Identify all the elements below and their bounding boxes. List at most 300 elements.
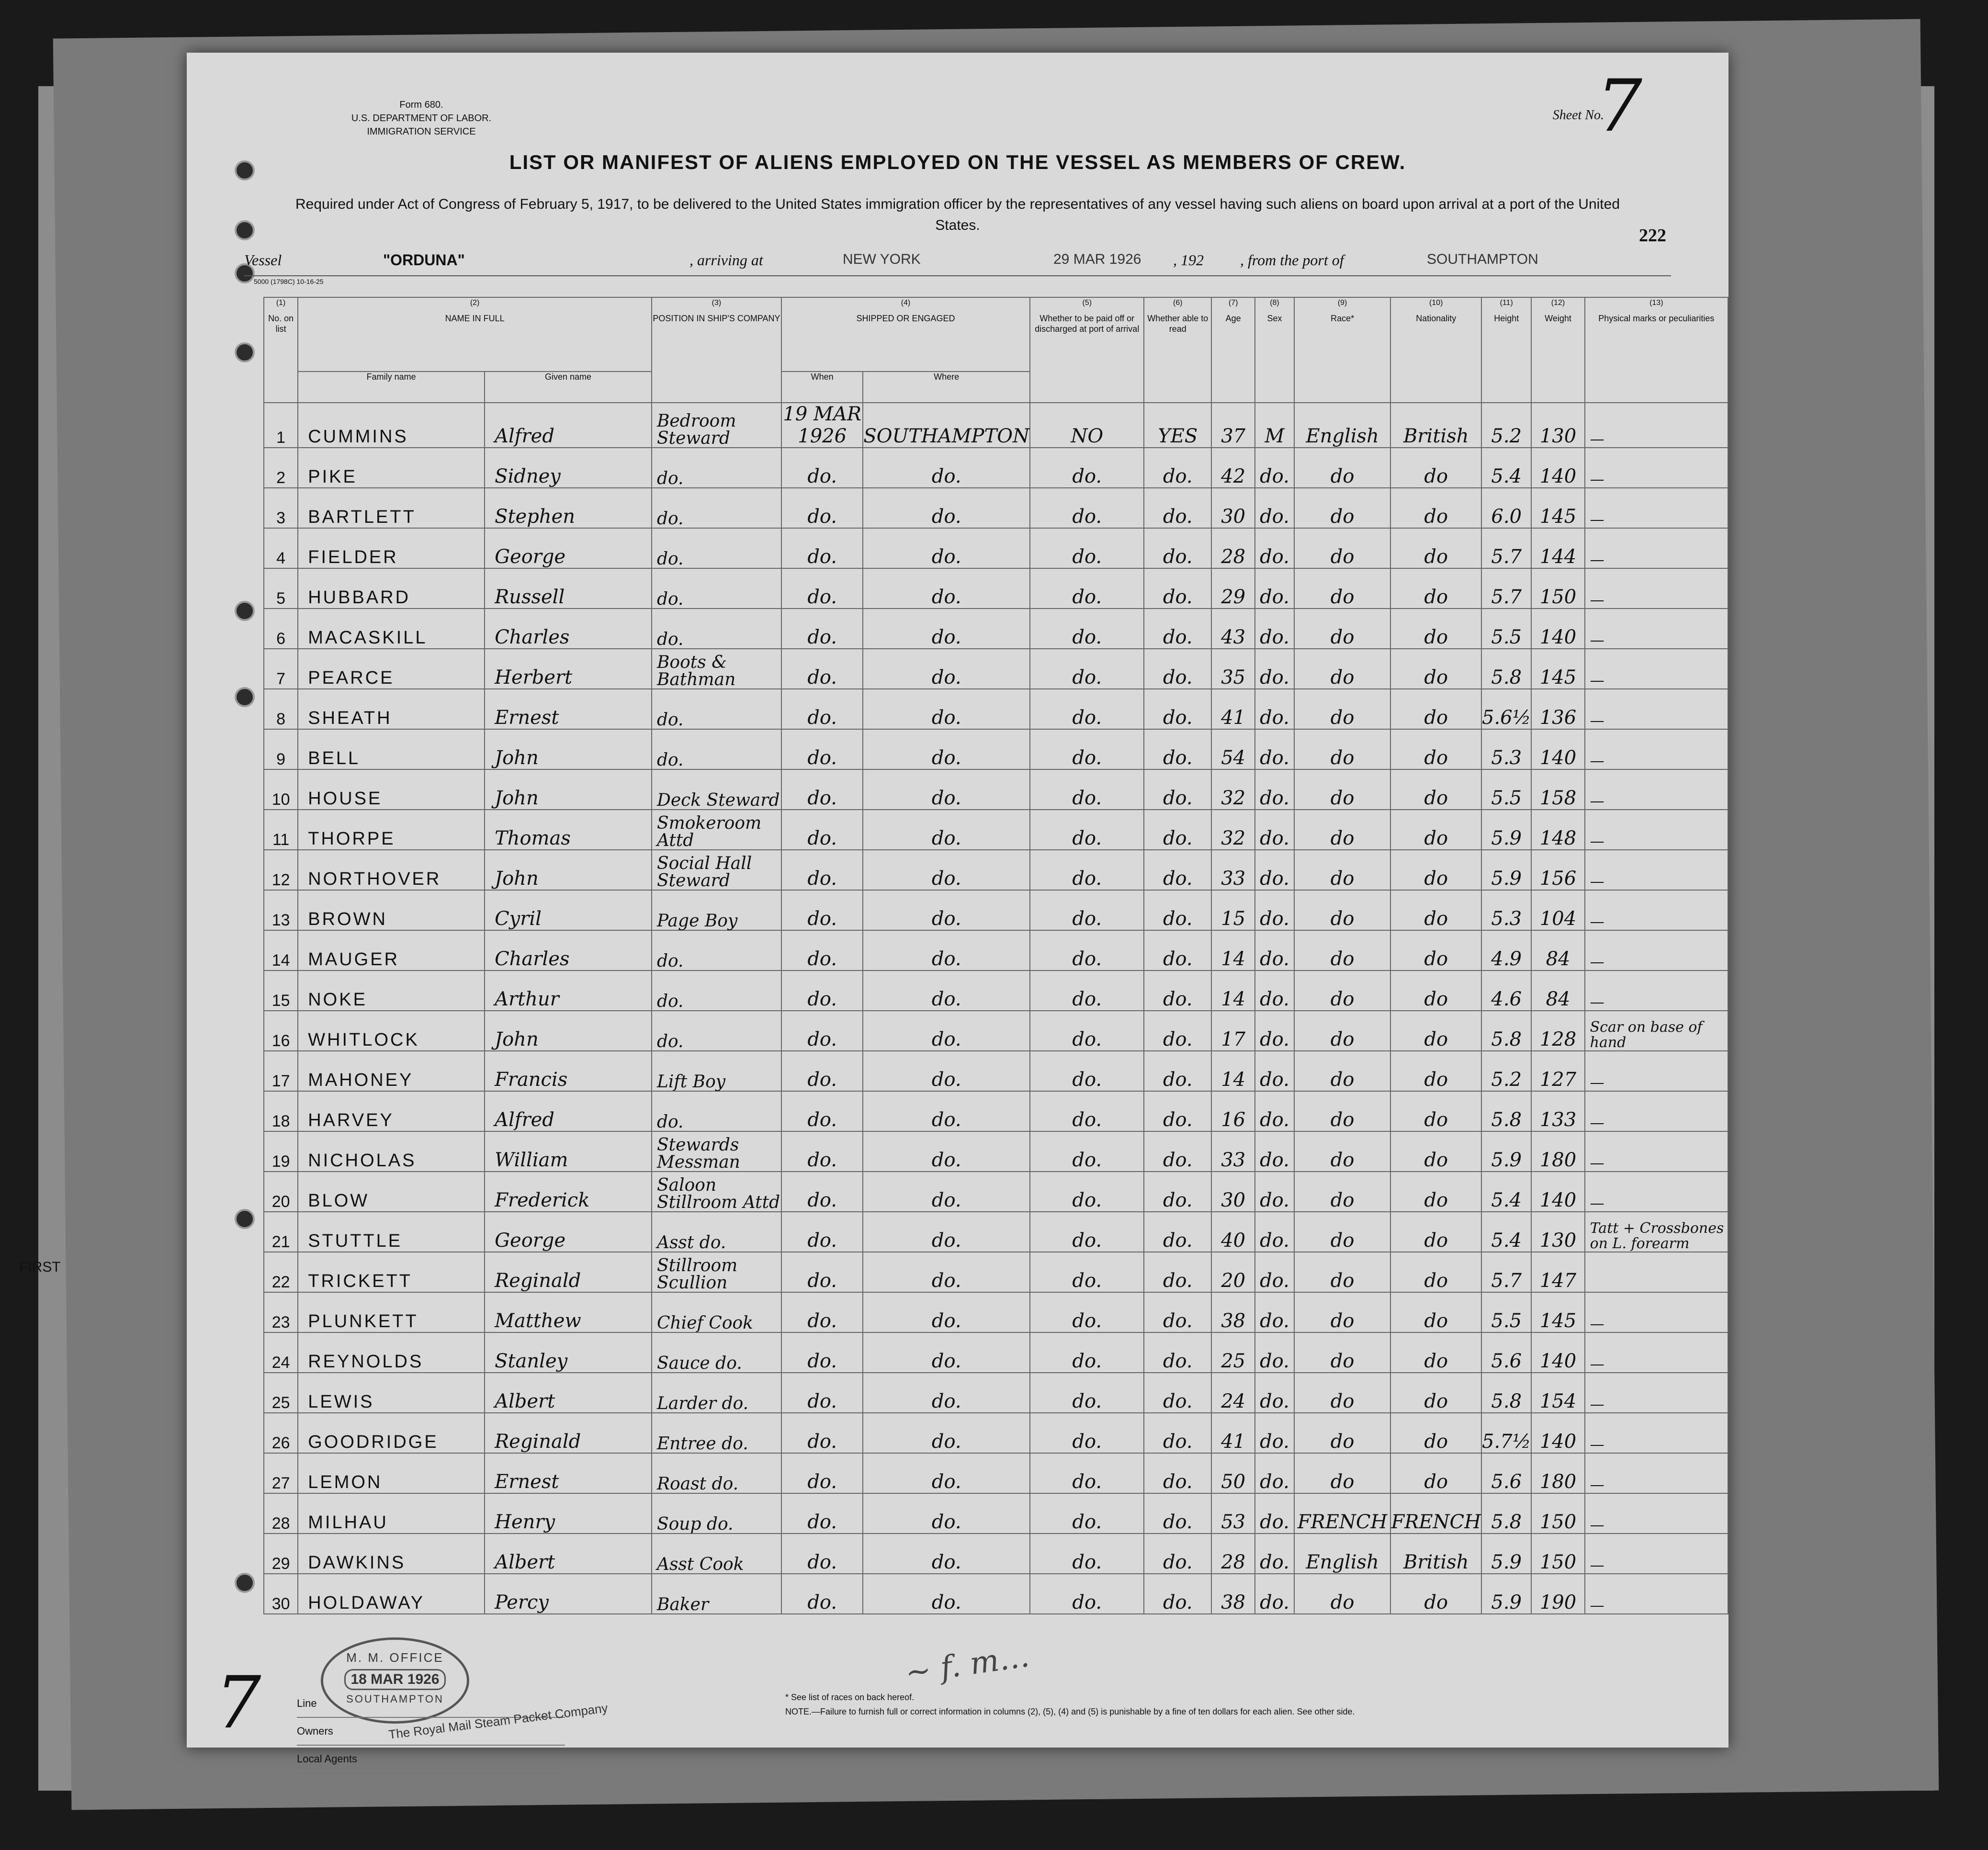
- able-to-read-cell: do.: [1144, 1051, 1211, 1091]
- paid-off-cell: do.: [1030, 1212, 1144, 1252]
- given-name-cell: Ernest: [485, 689, 652, 729]
- sex-cell: do.: [1255, 890, 1294, 930]
- paid-off-cell: do.: [1030, 1051, 1144, 1091]
- punch-hole: [235, 220, 255, 240]
- given-name-cell: Charles: [485, 609, 652, 649]
- family-name-cell: LEWIS: [298, 1373, 485, 1413]
- table-row: [264, 403, 1728, 448]
- given-name-cell: Alfred: [485, 1091, 652, 1131]
- paid-off-cell: do.: [1030, 689, 1144, 729]
- paid-off-cell: do.: [1030, 1574, 1144, 1614]
- physical-marks-cell: —: [1585, 403, 1728, 448]
- shipped-where-cell: do.: [863, 850, 1030, 890]
- shipped-when-cell: do.: [781, 568, 863, 609]
- age-cell: 40: [1211, 1212, 1255, 1252]
- weight-cell: 180: [1531, 1453, 1584, 1493]
- shipped-where-cell: do.: [863, 568, 1030, 609]
- from-label: , from the port of: [1240, 251, 1344, 269]
- weight-cell: 150: [1531, 1493, 1584, 1534]
- position-cell: Stillroom Scullion: [652, 1252, 781, 1292]
- department: U.S. DEPARTMENT OF LABOR.: [351, 113, 492, 124]
- table-row: [264, 1252, 1728, 1292]
- nationality-cell: do: [1390, 1453, 1481, 1493]
- given-name-cell: Alfred: [485, 403, 652, 448]
- row-number-cell: 11: [264, 810, 298, 850]
- able-to-read-cell: do.: [1144, 1534, 1211, 1574]
- height-cell: 5.9: [1481, 810, 1531, 850]
- paid-off-cell: do.: [1030, 890, 1144, 930]
- given-name-cell: John: [485, 1011, 652, 1051]
- nationality-cell: do: [1390, 729, 1481, 769]
- table-row: [264, 1011, 1728, 1051]
- family-name-cell: BROWN: [298, 890, 485, 930]
- shipped-where-cell: do.: [863, 689, 1030, 729]
- paid-off-cell: do.: [1030, 1091, 1144, 1131]
- race-cell: do: [1294, 1373, 1391, 1413]
- sex-cell: do.: [1255, 1413, 1294, 1453]
- paid-off-cell: do.: [1030, 1172, 1144, 1212]
- family-name-cell: PLUNKETT: [298, 1292, 485, 1332]
- stamp-bottom: SOUTHAMPTON: [346, 1693, 444, 1705]
- age-cell: 25: [1211, 1332, 1255, 1373]
- nationality-cell: do: [1390, 689, 1481, 729]
- shipped-where-cell: do.: [863, 930, 1030, 970]
- family-name-cell: LEMON: [298, 1453, 485, 1493]
- sex-cell: do.: [1255, 568, 1294, 609]
- position-cell: Social Hall Steward: [652, 850, 781, 890]
- col-header-paid-off: (5) Whether to be paid off or discharged at port of arrival: [1030, 297, 1144, 403]
- paid-off-cell: do.: [1030, 568, 1144, 609]
- family-name-cell: THORPE: [298, 810, 485, 850]
- able-to-read-cell: do.: [1144, 970, 1211, 1011]
- age-cell: 33: [1211, 1131, 1255, 1172]
- nationality-cell: do: [1390, 970, 1481, 1011]
- document-title: LIST OR MANIFEST OF ALIENS EMPLOYED ON THE VESSEL AS MEMBERS OF CREW.: [509, 151, 1406, 173]
- race-cell: do: [1294, 810, 1391, 850]
- paid-off-cell: do.: [1030, 1534, 1144, 1574]
- family-name-cell: MAUGER: [298, 930, 485, 970]
- position-cell: Asst Cook: [652, 1534, 781, 1574]
- age-cell: 28: [1211, 528, 1255, 568]
- nationality-cell: do: [1390, 1373, 1481, 1413]
- height-cell: 5.7½: [1481, 1413, 1531, 1453]
- col-header-nationality: (10) Nationality: [1390, 297, 1481, 403]
- given-name-cell: Arthur: [485, 970, 652, 1011]
- shipped-when-cell: do.: [781, 528, 863, 568]
- weight-cell: 104: [1531, 890, 1584, 930]
- paid-off-cell: do.: [1030, 1332, 1144, 1373]
- physical-marks-cell: Tatt + Crossbones on L. forearm: [1585, 1212, 1728, 1252]
- given-name-cell: John: [485, 850, 652, 890]
- age-cell: 35: [1211, 649, 1255, 689]
- able-to-read-cell: do.: [1144, 850, 1211, 890]
- family-name-cell: REYNOLDS: [298, 1332, 485, 1373]
- given-name-cell: George: [485, 1212, 652, 1252]
- race-cell: do: [1294, 890, 1391, 930]
- weight-cell: 140: [1531, 448, 1584, 488]
- able-to-read-cell: do.: [1144, 1172, 1211, 1212]
- table-row: [264, 1373, 1728, 1413]
- row-number-cell: 28: [264, 1493, 298, 1534]
- race-cell: English: [1294, 403, 1391, 448]
- col-header-shipped: (4) SHIPPED OR ENGAGED: [781, 297, 1030, 372]
- table-row: [264, 1574, 1728, 1614]
- nationality-cell: do: [1390, 1011, 1481, 1051]
- sex-cell: do.: [1255, 769, 1294, 810]
- agents-label: Local Agents: [297, 1746, 565, 1773]
- shipped-when-cell: do.: [781, 1252, 863, 1292]
- company-stamp: The Royal Mail Steam Packet Company: [387, 1701, 609, 1742]
- family-name-cell: NOKE: [298, 970, 485, 1011]
- nationality-cell: do: [1390, 568, 1481, 609]
- weight-cell: 84: [1531, 970, 1584, 1011]
- paid-off-cell: do.: [1030, 1373, 1144, 1413]
- height-cell: 5.9: [1481, 1131, 1531, 1172]
- family-name-cell: TRICKETT: [298, 1252, 485, 1292]
- row-number-cell: 8: [264, 689, 298, 729]
- family-name-cell: HOUSE: [298, 769, 485, 810]
- paid-off-cell: do.: [1030, 850, 1144, 890]
- row-number-cell: 4: [264, 528, 298, 568]
- sex-cell: do.: [1255, 810, 1294, 850]
- table-row: [264, 1131, 1728, 1172]
- race-cell: do: [1294, 769, 1391, 810]
- nationality-cell: FRENCH: [1390, 1493, 1481, 1534]
- sex-cell: do.: [1255, 1453, 1294, 1493]
- position-cell: Asst do.: [652, 1212, 781, 1252]
- shipped-where-cell: do.: [863, 769, 1030, 810]
- age-cell: 17: [1211, 1011, 1255, 1051]
- able-to-read-cell: do.: [1144, 1332, 1211, 1373]
- row-number-cell: 1: [264, 403, 298, 448]
- table-row: [264, 769, 1728, 810]
- row-number-cell: 7: [264, 649, 298, 689]
- family-name-cell: FIELDER: [298, 528, 485, 568]
- col-header-weight: (12) Weight: [1531, 297, 1584, 403]
- line-label: Line: [297, 1690, 565, 1718]
- position-cell: do.: [652, 488, 781, 528]
- physical-marks-cell: —: [1585, 1051, 1728, 1091]
- shipped-where-cell: do.: [863, 810, 1030, 850]
- weight-cell: 158: [1531, 769, 1584, 810]
- shipped-where-cell: do.: [863, 1534, 1030, 1574]
- shipped-when-cell: do.: [781, 1172, 863, 1212]
- race-cell: do: [1294, 729, 1391, 769]
- paid-off-cell: do.: [1030, 488, 1144, 528]
- paid-off-cell: do.: [1030, 930, 1144, 970]
- able-to-read-cell: do.: [1144, 810, 1211, 850]
- nationality-cell: do: [1390, 1212, 1481, 1252]
- row-number-cell: 5: [264, 568, 298, 609]
- sex-cell: do.: [1255, 1212, 1294, 1252]
- position-cell: do.: [652, 609, 781, 649]
- shipped-where-cell: do.: [863, 448, 1030, 488]
- shipped-when-cell: do.: [781, 1413, 863, 1453]
- footnote-races: * See list of races on back hereof.: [785, 1692, 915, 1702]
- height-cell: 5.6: [1481, 1453, 1531, 1493]
- shipped-when-cell: do.: [781, 1212, 863, 1252]
- paid-off-cell: do.: [1030, 810, 1144, 850]
- age-cell: 43: [1211, 609, 1255, 649]
- weight-cell: 136: [1531, 689, 1584, 729]
- height-cell: 5.7: [1481, 568, 1531, 609]
- shipped-where-cell: do.: [863, 1252, 1030, 1292]
- nationality-cell: do: [1390, 609, 1481, 649]
- punch-hole: [235, 601, 255, 621]
- nationality-cell: do: [1390, 930, 1481, 970]
- vessel-name: "ORDUNA": [383, 251, 465, 269]
- sex-cell: do.: [1255, 609, 1294, 649]
- shipped-when-cell: do.: [781, 1011, 863, 1051]
- able-to-read-cell: do.: [1144, 1292, 1211, 1332]
- physical-marks-cell: —: [1585, 810, 1728, 850]
- paid-off-cell: do.: [1030, 1292, 1144, 1332]
- footnote-penalty: NOTE.—Failure to furnish full or correct information in columns (2), (5), (4) and (5) is punishable by a fine of ten dollars for each alien. See other side.: [785, 1707, 1355, 1716]
- weight-cell: 140: [1531, 1413, 1584, 1453]
- position-cell: do.: [652, 930, 781, 970]
- row-number-cell: 21: [264, 1212, 298, 1252]
- row-number-cell: 3: [264, 488, 298, 528]
- paid-off-cell: do.: [1030, 448, 1144, 488]
- shipped-when-cell: do.: [781, 448, 863, 488]
- weight-cell: 156: [1531, 850, 1584, 890]
- paid-off-cell: do.: [1030, 1011, 1144, 1051]
- form-code: 5000 (1798C) 10-16-25: [254, 278, 324, 285]
- able-to-read-cell: do.: [1144, 1373, 1211, 1413]
- physical-marks-cell: [1585, 1252, 1728, 1292]
- race-cell: do: [1294, 850, 1391, 890]
- sex-cell: do.: [1255, 528, 1294, 568]
- col-header-name: (2) NAME IN FULL: [298, 297, 652, 372]
- physical-marks-cell: —: [1585, 850, 1728, 890]
- vessel-line: [244, 247, 1671, 276]
- row-number-cell: 18: [264, 1091, 298, 1131]
- sheet-number: 7: [1596, 65, 1642, 148]
- race-cell: do: [1294, 448, 1391, 488]
- race-cell: do: [1294, 930, 1391, 970]
- table-row: [264, 649, 1728, 689]
- paid-off-cell: do.: [1030, 970, 1144, 1011]
- col-header-position: (3) POSITION IN SHIP'S COMPANY: [652, 297, 781, 403]
- able-to-read-cell: do.: [1144, 528, 1211, 568]
- given-name-cell: Francis: [485, 1051, 652, 1091]
- able-to-read-cell: do.: [1144, 1413, 1211, 1453]
- family-name-cell: NICHOLAS: [298, 1131, 485, 1172]
- table-row: [264, 1172, 1728, 1212]
- table-row: [264, 1051, 1728, 1091]
- shipped-when-cell: do.: [781, 1332, 863, 1373]
- sex-cell: do.: [1255, 1534, 1294, 1574]
- sex-cell: do.: [1255, 1051, 1294, 1091]
- nationality-cell: do: [1390, 528, 1481, 568]
- nationality-cell: British: [1390, 403, 1481, 448]
- family-name-cell: HOLDAWAY: [298, 1574, 485, 1614]
- service: IMMIGRATION SERVICE: [367, 126, 476, 137]
- able-to-read-cell: do.: [1144, 1574, 1211, 1614]
- shipped-where-cell: do.: [863, 609, 1030, 649]
- shipped-when-cell: do.: [781, 1091, 863, 1131]
- given-name-cell: Frederick: [485, 1172, 652, 1212]
- race-cell: do: [1294, 689, 1391, 729]
- shipped-where-cell: do.: [863, 729, 1030, 769]
- family-name-cell: CUMMINS: [298, 403, 485, 448]
- family-name-cell: MAHONEY: [298, 1051, 485, 1091]
- paid-off-cell: do.: [1030, 769, 1144, 810]
- departure-port: SOUTHAMPTON: [1427, 251, 1538, 267]
- race-cell: do: [1294, 649, 1391, 689]
- row-number-cell: 24: [264, 1332, 298, 1373]
- age-cell: 16: [1211, 1091, 1255, 1131]
- shipped-where-cell: do.: [863, 1292, 1030, 1332]
- position-cell: do.: [652, 689, 781, 729]
- height-cell: 5.6: [1481, 1332, 1531, 1373]
- owners-label: Owners: [297, 1718, 565, 1746]
- physical-marks-cell: —: [1585, 1091, 1728, 1131]
- height-cell: 5.8: [1481, 1091, 1531, 1131]
- paid-off-cell: do.: [1030, 649, 1144, 689]
- height-cell: 5.2: [1481, 1051, 1531, 1091]
- height-cell: 5.4: [1481, 448, 1531, 488]
- position-cell: do.: [652, 528, 781, 568]
- nationality-cell: do: [1390, 448, 1481, 488]
- race-cell: do: [1294, 528, 1391, 568]
- table-row: [264, 609, 1728, 649]
- family-name-cell: GOODRIDGE: [298, 1413, 485, 1453]
- position-cell: Entree do.: [652, 1413, 781, 1453]
- shipped-when-cell: do.: [781, 1493, 863, 1534]
- weight-cell: 145: [1531, 649, 1584, 689]
- sex-cell: do.: [1255, 1493, 1294, 1534]
- physical-marks-cell: —: [1585, 1493, 1728, 1534]
- row-number-cell: 6: [264, 609, 298, 649]
- position-cell: Soup do.: [652, 1493, 781, 1534]
- position-cell: do.: [652, 1011, 781, 1051]
- handwritten-number: 7: [215, 1661, 261, 1745]
- col-header-sex: (8) Sex: [1255, 297, 1294, 403]
- able-to-read-cell: do.: [1144, 609, 1211, 649]
- position-cell: Baker: [652, 1574, 781, 1614]
- weight-cell: 180: [1531, 1131, 1584, 1172]
- age-cell: 14: [1211, 970, 1255, 1011]
- table-row: [264, 1332, 1728, 1373]
- col-header-given: Given name: [485, 372, 652, 403]
- height-cell: 5.8: [1481, 649, 1531, 689]
- position-cell: Larder do.: [652, 1373, 781, 1413]
- shipped-when-cell: do.: [781, 810, 863, 850]
- weight-cell: 84: [1531, 930, 1584, 970]
- arriving-label: , arriving at: [689, 251, 763, 269]
- shipped-when-cell: do.: [781, 609, 863, 649]
- height-cell: 5.3: [1481, 729, 1531, 769]
- sex-cell: do.: [1255, 1574, 1294, 1614]
- row-number-cell: 19: [264, 1131, 298, 1172]
- position-cell: Bedroom Steward: [652, 403, 781, 448]
- race-cell: do: [1294, 1413, 1391, 1453]
- shipped-where-cell: do.: [863, 1493, 1030, 1534]
- weight-cell: 145: [1531, 488, 1584, 528]
- able-to-read-cell: do.: [1144, 1011, 1211, 1051]
- family-name-cell: PIKE: [298, 448, 485, 488]
- paid-off-cell: do.: [1030, 1252, 1144, 1292]
- physical-marks-cell: —: [1585, 1534, 1728, 1574]
- height-cell: 5.5: [1481, 769, 1531, 810]
- able-to-read-cell: do.: [1144, 729, 1211, 769]
- table-row: [264, 689, 1728, 729]
- age-cell: 30: [1211, 488, 1255, 528]
- shipped-when-cell: do.: [781, 970, 863, 1011]
- row-number-cell: 22: [264, 1252, 298, 1292]
- paid-off-cell: do.: [1030, 1493, 1144, 1534]
- height-cell: 5.8: [1481, 1373, 1531, 1413]
- nationality-cell: do: [1390, 1252, 1481, 1292]
- height-cell: 4.6: [1481, 970, 1531, 1011]
- shipped-when-cell: do.: [781, 1373, 863, 1413]
- family-name-cell: WHITLOCK: [298, 1011, 485, 1051]
- given-name-cell: Reginald: [485, 1252, 652, 1292]
- col-header-race: (9) Race*: [1294, 297, 1391, 403]
- shipped-where-cell: do.: [863, 528, 1030, 568]
- sex-cell: do.: [1255, 1011, 1294, 1051]
- punch-hole: [235, 687, 255, 707]
- height-cell: 6.0: [1481, 488, 1531, 528]
- weight-cell: 154: [1531, 1373, 1584, 1413]
- able-to-read-cell: do.: [1144, 689, 1211, 729]
- age-cell: 42: [1211, 448, 1255, 488]
- height-cell: 5.6½: [1481, 689, 1531, 729]
- table-row: [264, 1453, 1728, 1493]
- shipped-when-cell: do.: [781, 1534, 863, 1574]
- age-cell: 37: [1211, 403, 1255, 448]
- given-name-cell: Matthew: [485, 1292, 652, 1332]
- race-cell: FRENCH: [1294, 1493, 1391, 1534]
- position-cell: do.: [652, 970, 781, 1011]
- officer-signature: ~ f. m…: [903, 1638, 1032, 1691]
- race-cell: English: [1294, 1534, 1391, 1574]
- family-name-cell: BELL: [298, 729, 485, 769]
- shipped-when-cell: do.: [781, 890, 863, 930]
- document-subtitle: Required under Act of Congress of February 5, 1917, to be delivered to the United States immigration officer by the representatives of any vessel having such aliens on board upon arrival at a port of the United States.: [295, 196, 1620, 233]
- nationality-cell: do: [1390, 850, 1481, 890]
- position-cell: Stewards Messman: [652, 1131, 781, 1172]
- sex-cell: do.: [1255, 1292, 1294, 1332]
- weight-cell: 140: [1531, 609, 1584, 649]
- able-to-read-cell: do.: [1144, 488, 1211, 528]
- table-row: [264, 890, 1728, 930]
- race-cell: do: [1294, 1252, 1391, 1292]
- row-number-cell: 25: [264, 1373, 298, 1413]
- physical-marks-cell: —: [1585, 1574, 1728, 1614]
- sex-cell: do.: [1255, 1252, 1294, 1292]
- race-cell: do: [1294, 1091, 1391, 1131]
- nationality-cell: do: [1390, 1332, 1481, 1373]
- paid-off-cell: do.: [1030, 528, 1144, 568]
- given-name-cell: William: [485, 1131, 652, 1172]
- given-name-cell: Charles: [485, 930, 652, 970]
- row-number-cell: 14: [264, 930, 298, 970]
- height-cell: 5.9: [1481, 1534, 1531, 1574]
- physical-marks-cell: —: [1585, 448, 1728, 488]
- physical-marks-cell: —: [1585, 488, 1728, 528]
- shipped-when-cell: do.: [781, 850, 863, 890]
- physical-marks-cell: —: [1585, 1292, 1728, 1332]
- given-name-cell: Sidney: [485, 448, 652, 488]
- row-number-cell: 20: [264, 1172, 298, 1212]
- table-row: [264, 930, 1728, 970]
- nationality-cell: British: [1390, 1534, 1481, 1574]
- position-cell: Deck Steward: [652, 769, 781, 810]
- stamp-date: 18 MAR 1926: [344, 1669, 445, 1690]
- family-name-cell: BLOW: [298, 1172, 485, 1212]
